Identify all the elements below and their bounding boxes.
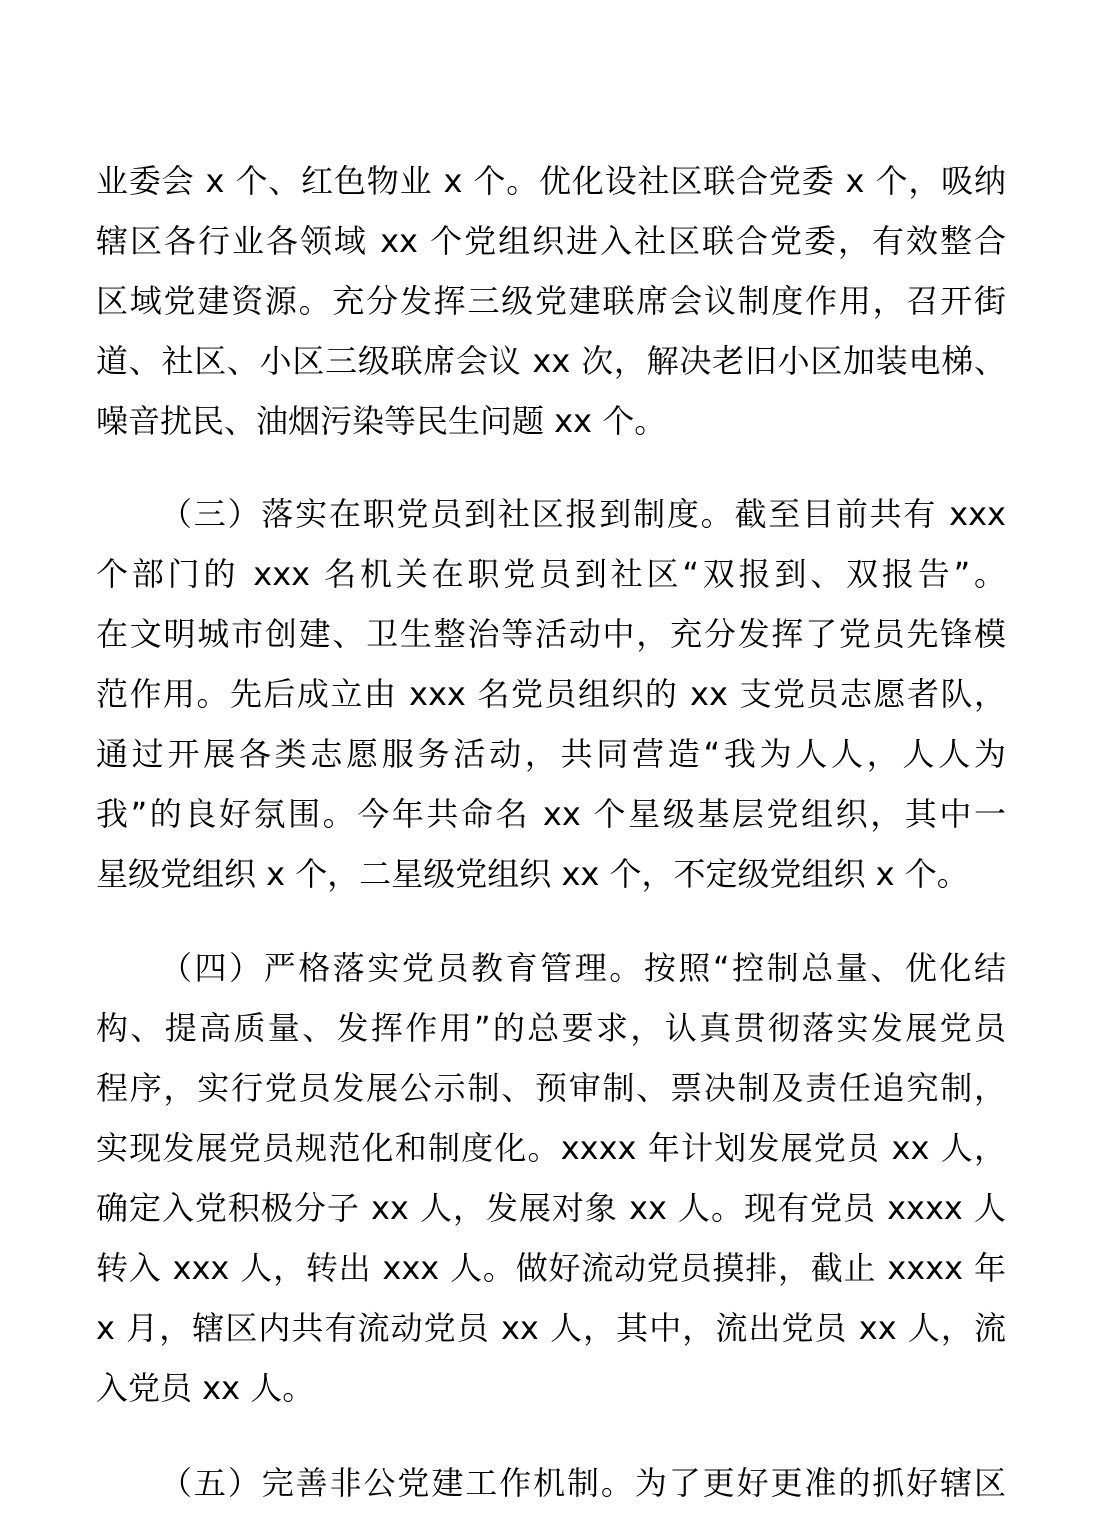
text-line: 构、提高质量、发挥作用”的总要求，认真贯彻落实发展党员 xyxy=(96,1009,1006,1047)
text-line: 实现发展党员规范化和制度化。xxxx 年计划发展党员 xx 人， xyxy=(96,1129,1006,1167)
text-line: 噪音扰民、油烟污染等民生问题 xx 个。 xyxy=(96,402,667,440)
paragraph-section-3 xyxy=(96,484,1006,904)
text-line: 个部门的 xxx 名机关在职党员到社区“双报到、双报告”。 xyxy=(96,555,1006,593)
text-line: 道、社区、小区三级联席会议 xx 次，解决老旧小区加装电梯、 xyxy=(96,342,1006,380)
text-line: 业委会 x 个、红色物业 x 个。优化设社区联合党委 x 个，吸纳 xyxy=(96,162,1006,200)
text-line: 星级党组织 x 个，二星级党组织 xx 个，不定级党组织 x 个。 xyxy=(96,855,969,893)
text-line: 转入 xxx 人，转出 xxx 人。做好流动党员摸排，截止 xxxx 年 xyxy=(96,1249,1006,1287)
paragraph-community-committees xyxy=(96,151,1006,451)
text-line: x 月，辖区内共有流动党员 xx 人，其中，流出党员 xx 人，流 xyxy=(96,1309,1006,1347)
text-line: 范作用。先后成立由 xxx 名党员组织的 xx 支党员志愿者队， xyxy=(96,675,1006,713)
text-line: 在文明城市创建、卫生整治等活动中，充分发挥了党员先锋模 xyxy=(96,615,1006,653)
text-line: 入党员 xx 人。 xyxy=(96,1369,315,1407)
text-line: 程序，实行党员发展公示制、预审制、票决制及责任追究制， xyxy=(96,1069,1006,1107)
text-line: 通过开展各类志愿服务活动，共同营造“我为人人，人人为 xyxy=(96,735,1006,773)
text-line: 辖区各行业各领域 xx 个党组织进入社区联合党委，有效整合 xyxy=(96,222,1006,260)
section-heading-line: （三）落实在职党员到社区报到制度。截至目前共有 xxx xyxy=(160,495,1006,533)
text-line: 区域党建资源。充分发挥三级党建联席会议制度作用，召开街 xyxy=(96,282,1006,320)
text-line: 我”的良好氛围。今年共命名 xx 个星级基层党组织，其中一 xyxy=(96,795,1006,833)
paragraph-section-5 xyxy=(96,1453,1006,1513)
section-heading-line: （四）严格落实党员教育管理。按照“控制总量、优化结 xyxy=(160,949,1006,987)
section-heading-line: （五）完善非公党建工作机制。为了更好更准的抓好辖区 xyxy=(160,1464,1006,1502)
text-line: 确定入党积极分子 xx 人，发展对象 xx 人。现有党员 xxxx 人 xyxy=(96,1189,1006,1227)
paragraph-section-4 xyxy=(96,938,1006,1418)
